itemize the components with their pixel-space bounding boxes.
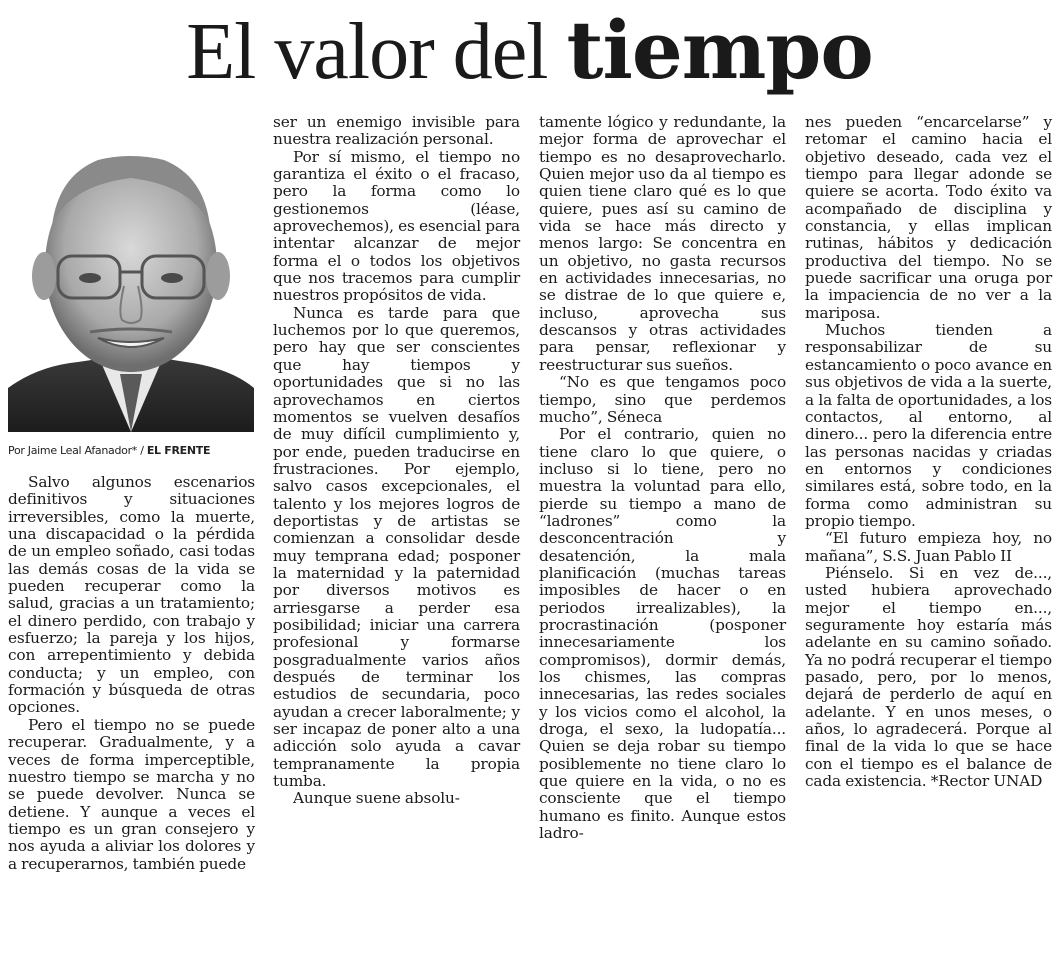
article-quote: “No es que tengamos poco tiempo, sino que perdemos mucho”, Séneca bbox=[539, 373, 786, 426]
article-column-3 bbox=[539, 114, 786, 958]
article-paragraph: nes pueden “encarcelarse” y retomar el camino hacia el objetivo deseado, cada vez el tiempo para llegar adonde se quiere se acorta. Todo éxito va acompañado de disciplina y constancia, y ellas implican rutinas, hábitos y dedicación productiva del tiempo. No se puede sacrificar una oruga por la impaciencia de no ver a la mariposa. bbox=[805, 113, 1052, 322]
article-paragraph: ser un enemigo invisible para nuestra realización personal. bbox=[273, 113, 520, 149]
article-column-4 bbox=[805, 114, 1052, 958]
article-paragraph: Pero el tiempo no se puede recuperar. Gradualmente, y a veces de forma imperceptible, nuestro tiempo se marcha y no se puede devolver. Nunca se detiene. Y aunque a veces el tiempo es un gran consejero y nos ayuda a aliviar los dolores y a recuperarnos, también puede bbox=[8, 715, 255, 873]
article-paragraph: Salvo algunos escenarios definitivos y situaciones irreversibles, como la muerte, una discapacidad o la pérdida de un empleo soñado, casi todas las demás cosas de la vida se pueden recuperar como la salud, gracias a un tratamiento; el dinero perdido, con trabajo y esfuerzo; la pareja y los hijos, con arrepentimiento y debida conducta; y un empleo, con formación y búsqueda de otras opciones. bbox=[8, 473, 255, 717]
headline-light: El valor del bbox=[186, 8, 567, 96]
article-paragraph: tamente lógico y redundante, la mejor forma de aprovechar el tiempo es no desaprovecharlo. Quien mejor uso da al tiempo es quien tiene claro qué es lo que quiere, pues así su camino de vida se hace más directo y menos largo: Se concentra en un objetivo, no gasta recursos en actividades innecesarias, no se distrae de lo que quiere e, incluso, aprovecha sus descansos y otras actividades para pensar, reflexionar y reestructurar sus sueños. bbox=[539, 113, 786, 374]
article-quote: “El futuro empieza hoy, no mañana”, S.S. Juan Pablo II bbox=[805, 529, 1052, 565]
byline-outlet: EL FRENTE bbox=[146, 444, 211, 457]
article-paragraph: Por sí mismo, el tiempo no garantiza el éxito o el fracaso, pero la forma como lo gestionemos (léase, aprovechemos), es esencial para intentar alcanzar de mejor forma el o todos los objetivos que nos tracemos para cumplir nuestros propósitos de vida. bbox=[273, 147, 520, 305]
article-column-1 bbox=[8, 474, 255, 958]
author-photo bbox=[8, 116, 254, 432]
article-paragraph: Por el contrario, quien no tiene claro lo que quiere, o incluso si lo tiene, pero no muestra la voluntad para ello, pierde su tiempo a mano de “ladrones” como la desconcentración y desatención, la mala planificación (muchas tareas imposibles de hacer o en periodos irrealizables), la procrastinación (posponer innecesariamente los compromisos), dormir demás, los chismes, las compras innecesarias, las redes sociales y los vicios como el alcohol, la droga, el sexo, la ludopatía... Quien se deja robar su tiempo posiblemente no tiene claro lo que quiere en la vida, o no es consciente que el tiempo humano es finito. Aunque estos ladro- bbox=[539, 425, 786, 843]
article-column-2 bbox=[273, 114, 520, 958]
article-paragraph: Nunca es tarde para que luchemos por lo que queremos, pero hay que ser conscientes que hay tiempos y oportunidades que si no las aprovechamos en ciertos momentos se vuelven desafíos de muy difícil cumplimiento y, por ende, pueden traducirse en frustraciones. Por ejemplo, salvo casos excepcionales, el talento y los mejores logros de deportistas y de artistas se comienzan a consolidar desde muy temprana edad; posponer la maternidad y la paternidad por diversos motivos es arriesgarse a perder esa posibilidad; iniciar una carrera profesional y formarse posgradualmente varios años después de terminar los estudios de secundaria, poco ayudan a crecer laboralmente; y ser incapaz de poner alto a una adicción solo ayuda a cavar tempranamente la propia tumba. bbox=[273, 303, 520, 791]
headline-bold: tiempo bbox=[566, 3, 873, 97]
byline bbox=[8, 444, 258, 457]
article-paragraph: Muchos tienden a responsabilizar de su estancamiento o poco avance en sus objetivos de vida a la suerte, a la falta de oportunidades, a los contactos, al entorno, al dinero... pero la diferencia entre las personas nacidas y criadas en entornos y condiciones similares está, sobre todo, en la forma como administran su propio tiempo. bbox=[805, 321, 1052, 530]
headline bbox=[0, 2, 1059, 100]
article-paragraph: Piénselo. Si en vez de..., usted hubiera aprovechado mejor el tiempo en..., seguramente hoy estaría más adelante en su camino soñado. Ya no podrá recuperar el tiempo pasado, pero, por lo menos, dejará de perderlo de aquí en adelante. Y en unos meses, o años, lo agradecerá. Porque al final de la vida lo que se hace con el tiempo es el balance de cada existencia. *Rector UNAD bbox=[805, 563, 1052, 791]
byline-author: Por Jaime Leal Afanador* / bbox=[8, 444, 147, 457]
article-paragraph: Aunque suene absolu- bbox=[293, 789, 460, 808]
author-portrait-image bbox=[8, 116, 254, 432]
